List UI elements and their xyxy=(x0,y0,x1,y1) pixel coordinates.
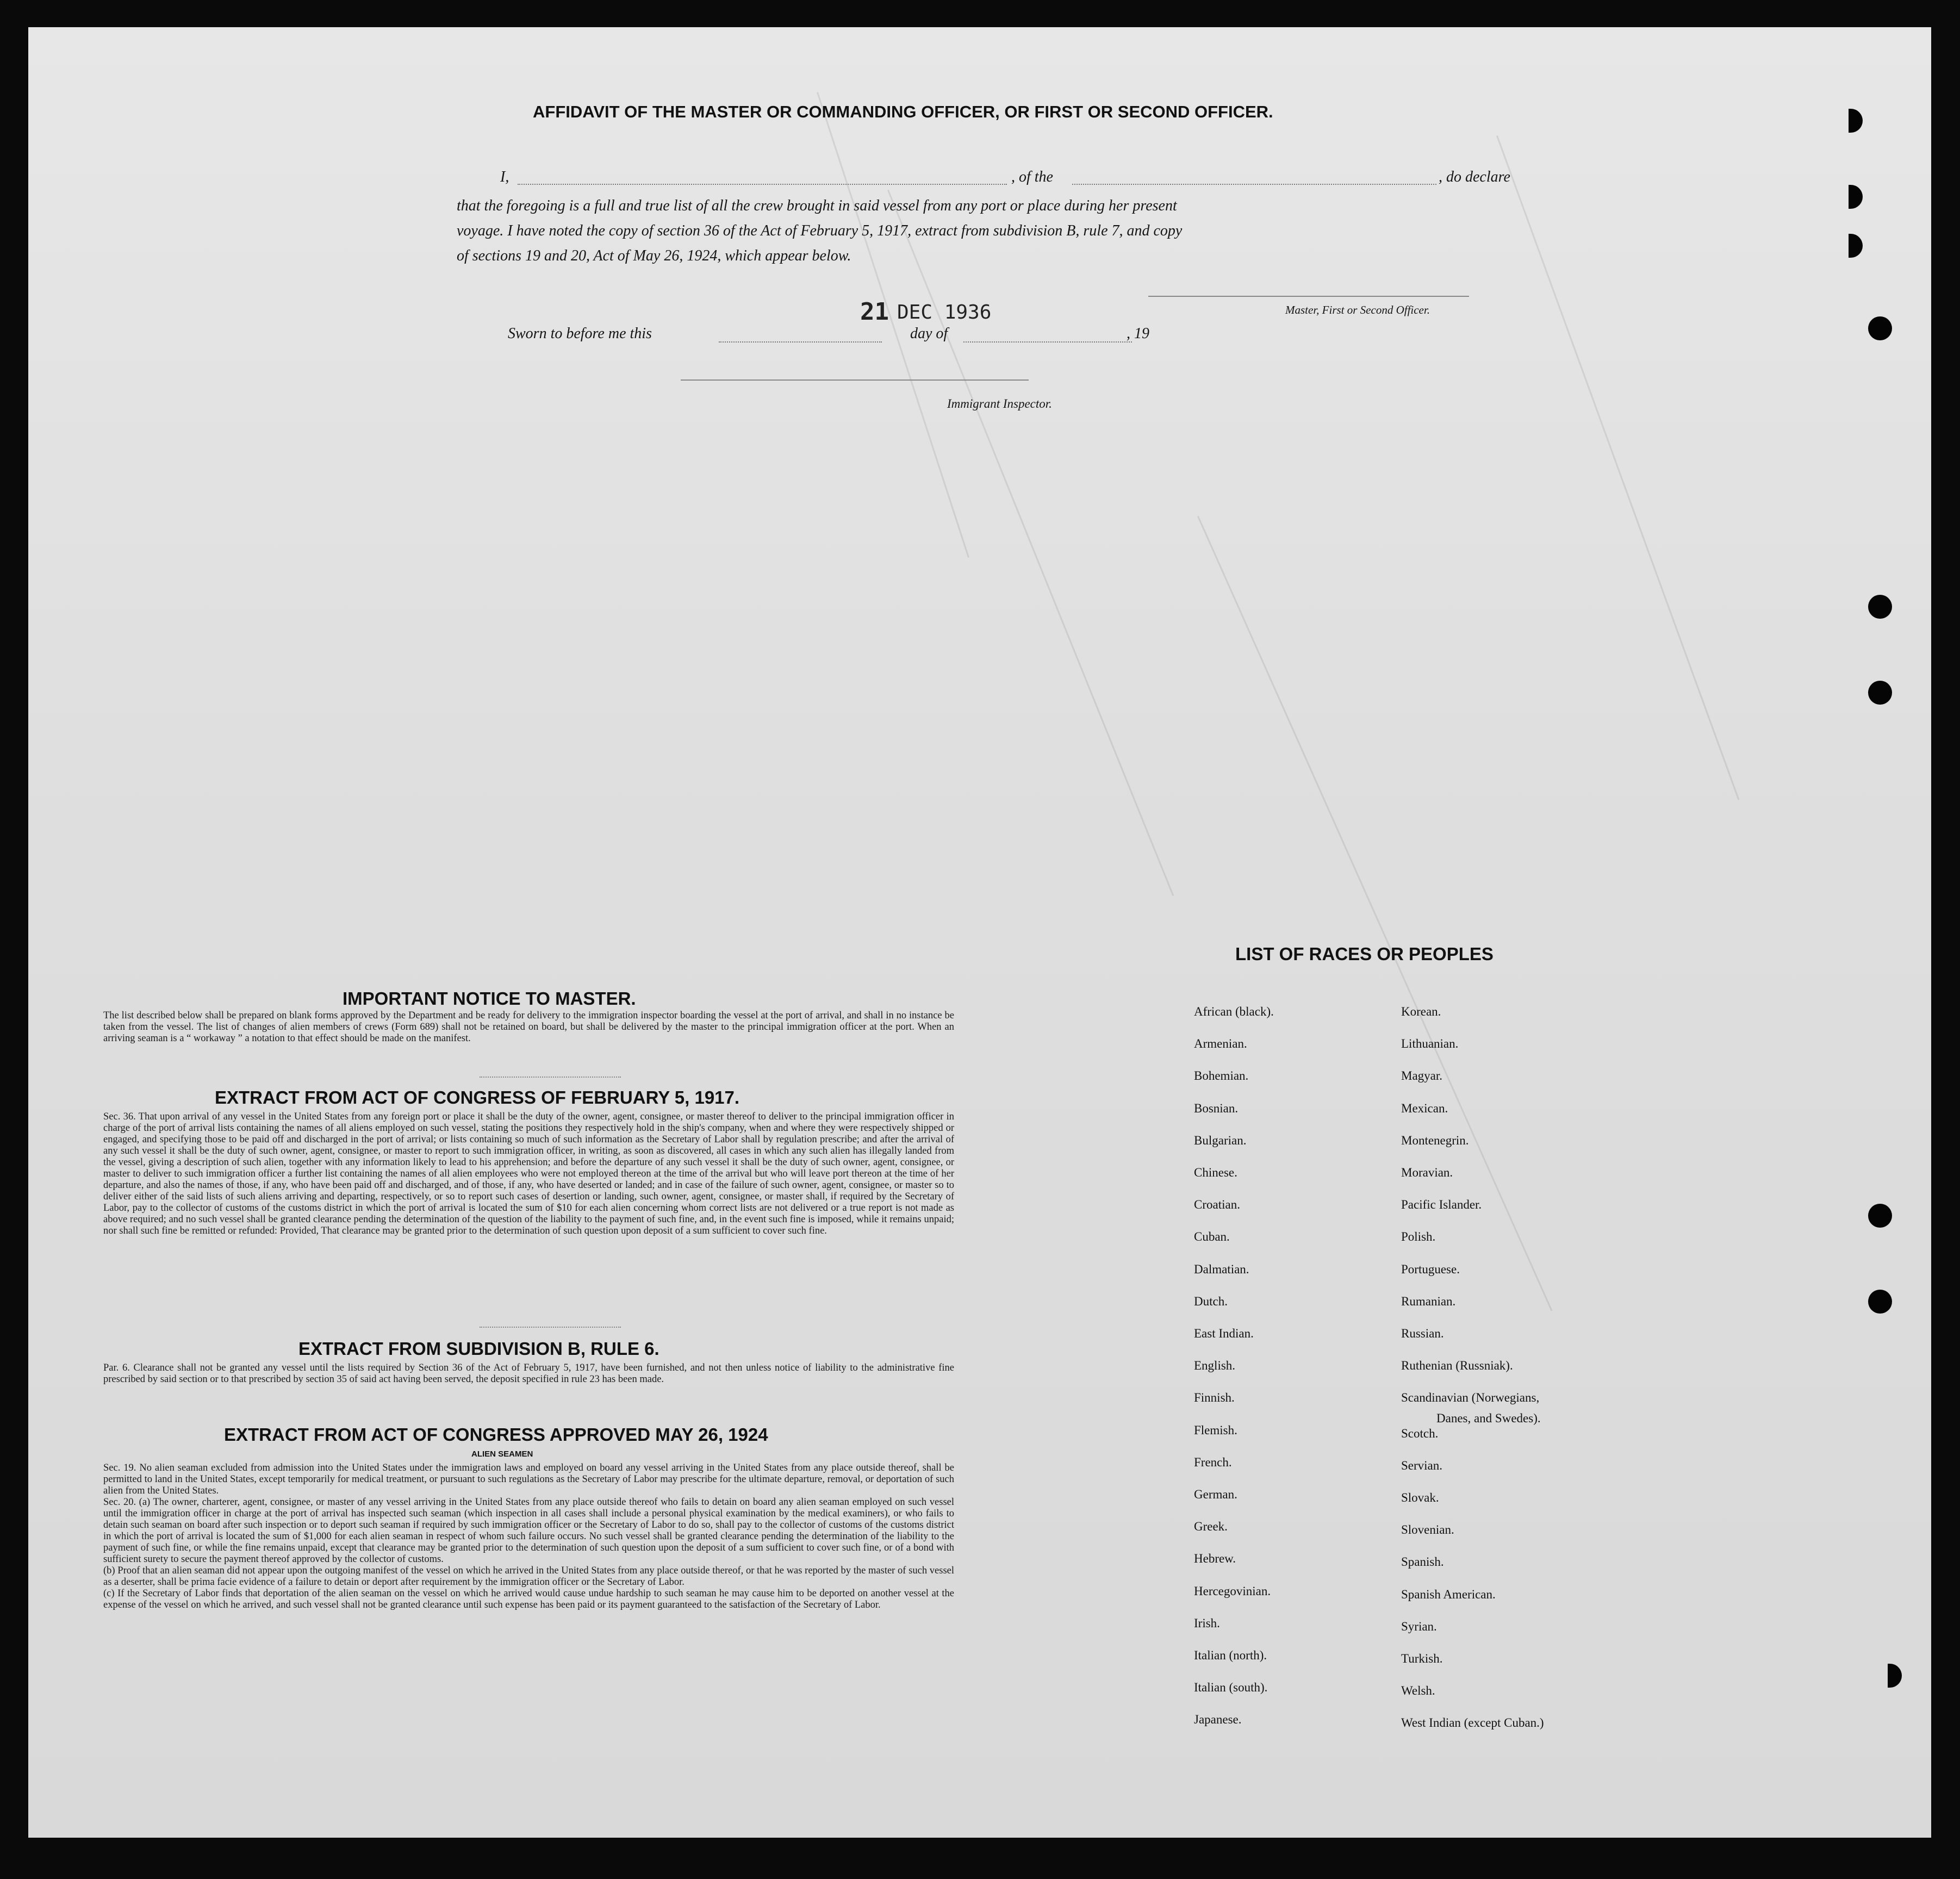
race-item: Spanish American. xyxy=(1401,1588,1496,1601)
affidavit-body-line: voyage. I have noted the copy of section 36 of the Act of February 5, 1917, extract from subdivision B, rule 7, and copy xyxy=(457,222,1183,239)
punch-hole xyxy=(1888,1664,1902,1688)
race-item: Cuban. xyxy=(1194,1230,1230,1243)
race-item: Mexican. xyxy=(1401,1102,1448,1115)
race-item: Syrian. xyxy=(1401,1620,1437,1633)
race-item: Dalmatian. xyxy=(1194,1262,1249,1276)
race-item: Russian. xyxy=(1401,1327,1444,1340)
race-item: Montenegrin. xyxy=(1401,1134,1469,1147)
sworn-day-blank xyxy=(719,341,882,343)
section-divider xyxy=(480,1327,621,1328)
affidavit-body-line: that the foregoing is a full and true list of all the crew brought in said vessel from any port or place during her present xyxy=(457,197,1177,214)
affidavit-declare: , do declare xyxy=(1439,169,1510,185)
race-item: Slovenian. xyxy=(1401,1523,1454,1536)
race-item: East Indian. xyxy=(1194,1327,1254,1340)
sworn-label: Sworn to before me this xyxy=(508,325,652,342)
section-divider xyxy=(480,1077,621,1078)
act-1917-text: Sec. 36. That upon arrival of any vessel in the United States from any foreign port or place it shall be the duty of the owner, agent, consignee, or master thereof to deliver to the principal immigration officer in charge of the port of arrival lists containing the names of all aliens employed on such vessel, stating the positions they respectively hold in the ship's company, when and where they were respectively shipped or engaged, and specifying those to be paid off and discharged in the port of arrival; or lists containing so much of such information as the Secretary of Labor shall by regulation prescribe; and after the arrival of any such vessel it shall be the duty of such owner, agent, consignee, or master to report to such immigration officer, in writing, as soon as discovered, all cases in which any such alien has illegally landed from the vessel, giving a description of such alien, together with any information likely to lead to his apprehension; and before the departure of any such vessel it shall be the duty of such owner, agent, consignee, or master to deliver to such immigration officer a further list containing the names of all alien employees who were not employed thereon at the time of the arrival but who will leave port thereon at the time of her departure, and also the names of those, if any, who have been paid off and discharged, and of those, if any, who have deserted or landed; and in case of the failure of such owner, agent, consignee, or master so to deliver either of the said lists of such aliens arriving and departing, respectively, or so to report such cases of desertion or landing, such owner, agent, consignee, or master shall, if required by the Secretary of Labor, pay to the collector of customs of the customs district in which the port of arrival is located the sum of $10 for each alien concerning whom correct lists are not delivered or a true report is not made as above required; and no such vessel shall be granted clearance pending the determination of the question of the liability to the payment of such fine, and, in the event such fine is imposed, while it remains unpaid; nor shall such fine be remitted or refunded: Provided, That clearance may be granted prior to the determination of such question upon deposit of a sum sufficient to cover such fine. xyxy=(103,1111,954,1236)
signature-label: Master, First or Second Officer. xyxy=(1285,303,1430,316)
race-item: Pacific Islander. xyxy=(1401,1198,1482,1211)
punch-hole xyxy=(1868,1290,1892,1314)
race-item: Scandinavian (Norwegians, xyxy=(1401,1391,1540,1404)
race-item: Scotch. xyxy=(1401,1427,1439,1440)
race-item: French. xyxy=(1194,1455,1232,1469)
race-item: Armenian. xyxy=(1194,1037,1247,1050)
scan-streak xyxy=(887,190,1174,896)
year-prefix: , 19 xyxy=(1127,325,1149,342)
notice-text: The list described below shall be prepared on blank forms approved by the Department and be ready for delivery to the immigration inspector boarding the vessel at the port of arrival, and shall in no instance be taken from the vessel. The list of changes of alien members of crews (Form 689) shall not be retained on board, but shall be delivered by the master to the principal immigration officer at the port. When an arriving seaman is a “ workaway ” a notation to that effect should be made on the manifest. xyxy=(103,1010,954,1044)
race-item: Turkish. xyxy=(1401,1652,1443,1665)
race-item: African (black). xyxy=(1194,1005,1274,1018)
act-1924-title: EXTRACT FROM ACT OF CONGRESS APPROVED MAY 26, 1924 xyxy=(224,1424,768,1445)
notice-title: IMPORTANT NOTICE TO MASTER. xyxy=(343,988,636,1009)
act-1924-sec20c: (c) If the Secretary of Labor finds that deportation of the alien seaman on the vessel on which he arrived would cause undue hardship to such seaman he may cause him to be deported on another vessel at the expense of the vessel on which he arrived, and such vessel shall not be granted clearance until such expense has been paid or its payment guaranteed to the satisfaction of the Secretary of Labor. xyxy=(103,1588,954,1610)
act-1924-sec19: Sec. 19. No alien seaman excluded from admission into the United States under the immigration laws and employed on board any vessel arriving in the United States from any place outside thereof, shall be permitted to land in the United States, except temporarily for medical treatment, or pursuant to such regulations as the Secretary of Labor may prescribe for the ultimate departure, removal, or deportation of such alien from the United States. xyxy=(103,1463,954,1496)
rule-6-text: Par. 6. Clearance shall not be granted any vessel until the lists required by Section 36 of the Act of February 5, 1917, have been furnished, and not then unless notice of liability to the administrative fine prescribed by said section or to that prescribed by section 35 of said act having been served, the deposit specified in rule 23 has been made. xyxy=(103,1362,954,1385)
race-item: German. xyxy=(1194,1488,1237,1501)
race-item: Finnish. xyxy=(1194,1391,1235,1404)
race-item: Lithuanian. xyxy=(1401,1037,1459,1050)
scan-streak xyxy=(1197,516,1553,1311)
punch-hole xyxy=(1868,316,1892,340)
race-item: Moravian. xyxy=(1401,1166,1453,1179)
race-item: Irish. xyxy=(1194,1616,1220,1630)
punch-hole xyxy=(1849,234,1863,258)
punch-hole xyxy=(1868,681,1892,705)
punch-hole xyxy=(1849,109,1863,133)
race-item: Greek. xyxy=(1194,1520,1228,1533)
sworn-month-blank xyxy=(963,341,1132,343)
race-item: West Indian (except Cuban.) xyxy=(1401,1716,1544,1729)
race-item: Japanese. xyxy=(1194,1713,1242,1726)
race-item: Rumanian. xyxy=(1401,1295,1456,1308)
signature-line xyxy=(1148,296,1469,297)
name-blank xyxy=(518,184,1007,185)
race-item: Portuguese. xyxy=(1401,1262,1460,1276)
race-item: Spanish. xyxy=(1401,1555,1444,1569)
affidavit-i: I, xyxy=(500,169,509,185)
race-item: Chinese. xyxy=(1194,1166,1237,1179)
race-item: Polish. xyxy=(1401,1230,1436,1243)
act-1917-title: EXTRACT FROM ACT OF CONGRESS OF FEBRUARY 5, 1917. xyxy=(215,1087,740,1108)
act-1924-sec20b: (b) Proof that an alien seaman did not appear upon the outgoing manifest of the vessel on which he arrived in the United States from any place outside thereof, or that he was reported by the master of such vessel as a deserter, shall be prima facie evidence of a failure to detain or deport after requirement by the immigration officer or the Secretary of Labor. xyxy=(103,1565,954,1588)
race-item: Dutch. xyxy=(1194,1295,1228,1308)
date-stamp-day: 21 xyxy=(860,298,889,326)
race-item: Hebrew. xyxy=(1194,1552,1236,1565)
rule-6-title: EXTRACT FROM SUBDIVISION B, RULE 6. xyxy=(298,1339,659,1359)
race-item: Bosnian. xyxy=(1194,1102,1239,1115)
vessel-blank xyxy=(1072,184,1436,185)
race-item: Slovak. xyxy=(1401,1491,1439,1504)
act-1924-sections xyxy=(103,1463,954,1611)
affidavit-body-line: of sections 19 and 20, Act of May 26, 1924, which appear below. xyxy=(457,247,851,264)
race-item: Italian (north). xyxy=(1194,1648,1267,1662)
day-of-label: day of xyxy=(910,325,948,342)
race-item: Flemish. xyxy=(1194,1423,1237,1437)
race-item: Hercegovinian. xyxy=(1194,1584,1271,1598)
punch-hole xyxy=(1849,185,1863,209)
act-1924-sec20a: Sec. 20. (a) The owner, charterer, agent, consignee, or master of any vessel arriving in the United States from any place outside thereof who fails to detain on board any alien seaman employed on such vessel until the immigration officer in charge at the port of arrival has inspected such seaman (which inspection in all cases shall include a personal physical examination by the medical examiners), or who fails to detain such seaman on board after such inspection or to deport such seaman if required by such immigration officer or the Secretary of Labor to do so, shall pay to the collector of customs of the customs district in which the port of arrival is located the sum of $1,000 for each alien seaman in respect of whom such failure occurs. No such vessel shall be granted clearance pending the determination of the liability to the payment of such fine, or while the fine remains unpaid, except that clearance may be granted prior to the determination of such question upon the deposit of a sum sufficient to cover such fine, or of a bond with sufficient surety to secure the payment thereof approved by the collector of customs. xyxy=(103,1497,954,1565)
inspector-label: Immigrant Inspector. xyxy=(947,397,1052,410)
affidavit-body xyxy=(457,194,1550,269)
race-continuation: Danes, and Swedes). xyxy=(1436,1411,1541,1425)
race-item: Bohemian. xyxy=(1194,1069,1249,1082)
affidavit-title: AFFIDAVIT OF THE MASTER OR COMMANDING OFFICER, OR FIRST OR SECOND OFFICER. xyxy=(533,102,1273,121)
race-item: English. xyxy=(1194,1359,1236,1372)
affidavit-of-the: , of the xyxy=(1011,169,1053,185)
inspector-line xyxy=(681,379,1029,381)
punch-hole xyxy=(1868,1204,1892,1228)
race-item: Croatian. xyxy=(1194,1198,1240,1211)
race-item: Korean. xyxy=(1401,1005,1441,1018)
race-item: Magyar. xyxy=(1401,1069,1443,1082)
race-item: Bulgarian. xyxy=(1194,1134,1247,1147)
race-item: Servian. xyxy=(1401,1459,1443,1472)
races-title: LIST OF RACES OR PEOPLES xyxy=(1235,944,1494,964)
punch-hole xyxy=(1868,595,1892,619)
race-item: Italian (south). xyxy=(1194,1681,1268,1694)
race-item: Welsh. xyxy=(1401,1684,1435,1697)
act-1924-subtitle: ALIEN SEAMEN xyxy=(471,1449,533,1459)
document-page xyxy=(28,27,1931,1838)
race-item: Ruthenian (Russniak). xyxy=(1401,1359,1513,1372)
date-stamp-month-year: DEC 1936 xyxy=(897,301,992,323)
